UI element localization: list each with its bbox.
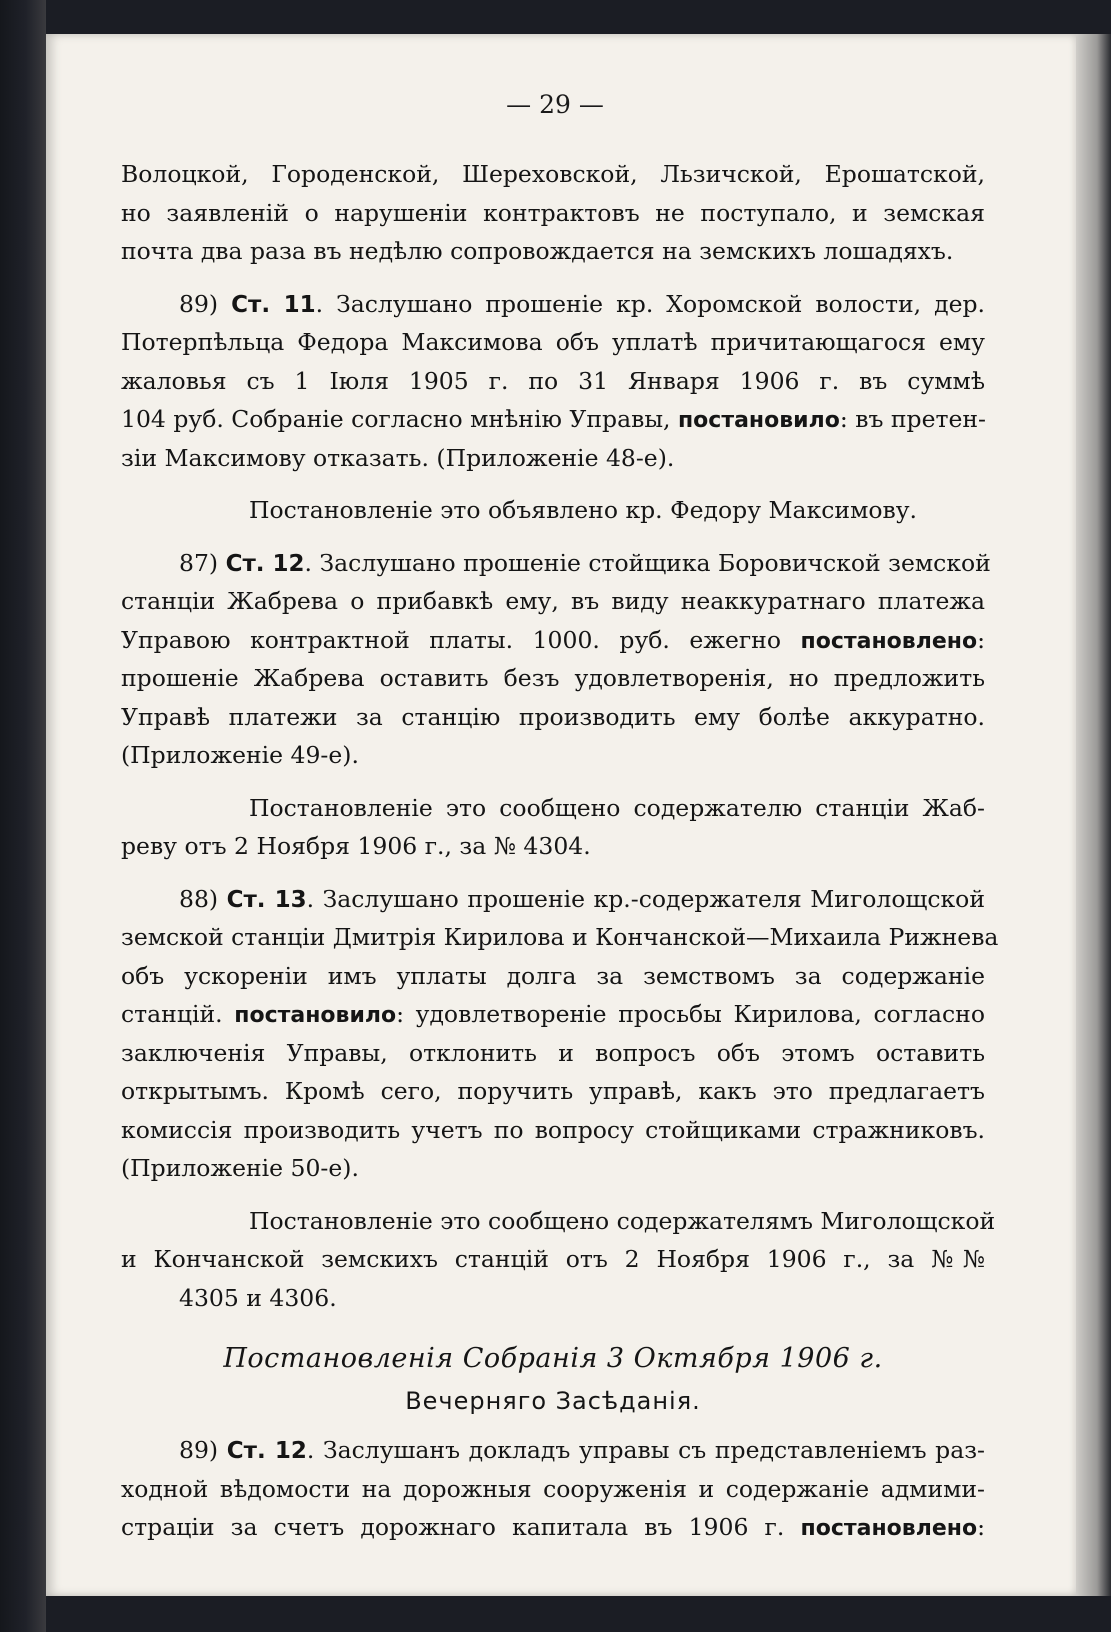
page-edge-shadow <box>1076 34 1111 1596</box>
text-line <box>121 400 985 439</box>
text-run: 104 руб. Собраніе согласно мнѣнію Управы, <box>121 405 671 433</box>
resolution-note: Постановленіе это объявлено кр. Федору Максимову. <box>249 496 918 524</box>
resolution-note: Постановленіе это сообщено содержателямъ Миголощской <box>249 1206 996 1235</box>
article-ref: Ст. 11 <box>231 291 316 318</box>
page-number: — 29 — <box>506 90 604 119</box>
text-line: Потерпѣльца Федора Максимова объ уплатѣ причитающагося ему <box>121 328 985 356</box>
text-line: почта два раза въ недѣлю сопровождается на земскихъ лошадяхъ. <box>121 237 954 265</box>
resolution-keyword: постановило <box>234 1003 397 1028</box>
text-line: заключенія Управы, отклонить и вопросъ объ этомъ оставить <box>121 1038 985 1067</box>
item-number: 89) <box>179 289 219 318</box>
resolution-note: Постановленіе это сообщено содержателю станціи Жаб- <box>249 793 985 822</box>
paragraph-89-first-line <box>121 285 985 324</box>
text-line: ходной вѣдомости на дорожныя сооруженія и содержаніе адмими- <box>121 1474 985 1503</box>
article-ref: Ст. 12 <box>225 550 305 577</box>
text-run: страціи за счетъ дорожнаго капитала въ 1906 г. <box>121 1513 785 1541</box>
paragraph-89b-first-line <box>121 1431 985 1470</box>
text-run: : удовлетвореніе просьбы Кирилова, согласно <box>396 1000 985 1028</box>
text-line: Управѣ платежи за станцію производить ему болѣе аккуратно. <box>121 702 985 731</box>
paragraph-88-first-line <box>121 880 985 919</box>
text-line: 4305 и 4306. <box>179 1283 337 1312</box>
item-number: 88) <box>179 884 219 913</box>
section-subheading: Вечерняго Засѣданія. <box>405 1387 701 1415</box>
text-run: станцій. <box>121 1000 223 1028</box>
item-number: 89) <box>179 1436 219 1464</box>
text-run: . Заслушано прошеніе кр. Хоромской волости, дер. <box>315 289 985 318</box>
resolution-keyword: постановлено <box>800 1516 978 1541</box>
text-line: открытымъ. Кромѣ сего, поручить управѣ, какъ это предлагаетъ <box>121 1077 985 1105</box>
text-line: объ ускореніи имъ уплаты долга за земствомъ за содержаніе <box>121 961 985 990</box>
text-run: Управою контрактной платы. 1000. руб. ежегно <box>121 625 781 654</box>
text-line <box>121 621 985 660</box>
text-line: земской станціи Дмитрія Кирилова и Кончанской—Михаила Рижнева <box>121 923 999 951</box>
text-run: : <box>977 625 985 654</box>
resolution-keyword: постановило <box>677 408 840 433</box>
text-line <box>121 995 985 1034</box>
text-line: Волоцкой, Городенской, Шереховской, Льзичской, Ерошатской, <box>121 160 985 188</box>
text-line <box>121 1508 985 1547</box>
text-run: : <box>977 1513 985 1541</box>
text-run: : въ претен- <box>839 405 986 433</box>
item-number: 87) <box>179 548 219 577</box>
article-ref: Ст. 13 <box>226 886 307 913</box>
text-line: зіи Максимову отказать. (Приложеніе 48-е). <box>121 443 675 472</box>
text-line: жаловья съ 1 Іюля 1905 г. по 31 Января 1906 г. въ суммѣ <box>121 366 985 395</box>
resolution-keyword: постановлено <box>800 628 978 654</box>
text-line: станціи Жабрева о прибавкѣ ему, въ виду неаккуратнаго платежа <box>121 587 985 615</box>
page-body <box>121 155 999 1547</box>
text-run: . Заслушано прошеніе кр.-содержателя Миголощской <box>306 884 985 913</box>
text-line: (Приложеніе 50-е). <box>121 1154 359 1182</box>
text-run: . Заслушано прошеніе стойщика Боровичской земской <box>304 548 991 577</box>
text-run: . Заслушанъ докладъ управы съ представленіемъ раз- <box>306 1436 985 1464</box>
text-line: (Приложеніе 49-е). <box>121 741 359 769</box>
text-line: реву отъ 2 Ноября 1906 г., за № 4304. <box>121 832 591 860</box>
article-ref: Ст. 12 <box>226 1438 307 1464</box>
text-line: и Кончанской земскихъ станцій отъ 2 Ноября 1906 г., за №№ <box>121 1245 985 1273</box>
paragraph-87-first-line <box>121 544 991 583</box>
text-line: но заявленій о нарушеніи контрактовъ не поступало, и земская <box>121 198 985 227</box>
text-line: прошеніе Жабрева оставить безъ удовлетворенія, но предложить <box>121 664 985 692</box>
text-line: комиссія производить учетъ по вопросу стойщиками стражниковъ. <box>121 1115 985 1144</box>
section-heading: Постановленія Собранія 3 Октября 1906 г. <box>223 1343 883 1374</box>
binding-edge <box>0 0 46 1632</box>
